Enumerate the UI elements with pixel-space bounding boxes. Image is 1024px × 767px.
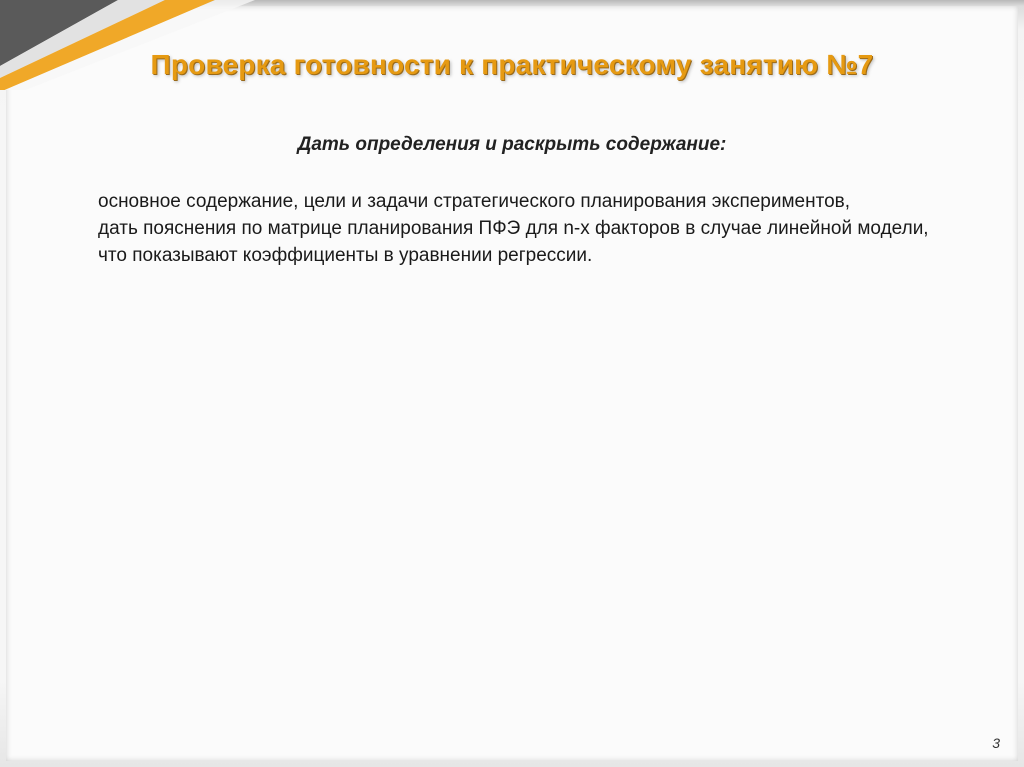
- list-item: дать пояснения по матрице планирования ПФЭ для n-х факторов в случае линейной модели,: [98, 218, 929, 239]
- slide-body: [46, 188, 976, 269]
- page-number: 3: [992, 735, 1000, 751]
- slide-title: Проверка готовности к практическому занятию №7: [150, 49, 874, 80]
- slide-frame: [6, 6, 1018, 761]
- slide-subtitle: Дать определения и раскрыть содержание:: [297, 134, 727, 155]
- list-item: что показывают коэффициенты в уравнении регрессии.: [98, 245, 593, 266]
- list-item: основное содержание, цели и задачи стратегического планирования экспериментов,: [98, 191, 851, 212]
